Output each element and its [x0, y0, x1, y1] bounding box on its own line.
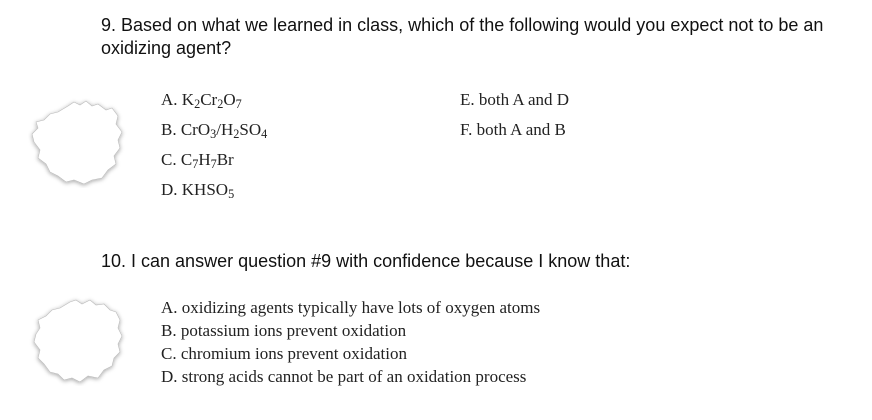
- option-formula: $C_7H_7Br$: [180, 150, 234, 172]
- option-letter: F.: [460, 120, 477, 139]
- q9-option-c[interactable]: [161, 150, 234, 170]
- option-letter: D.: [161, 180, 182, 199]
- q10-option-b[interactable]: B. potassium ions prevent oxidation: [161, 321, 407, 340]
- answer-bubble-q9[interactable]: [28, 98, 128, 188]
- question-9-text: 9. Based on what we learned in class, which of the following would you expect not to be an oxidizing agent?: [101, 15, 824, 58]
- option-formula: both A and D: [478, 90, 570, 109]
- option-letter: E.: [460, 90, 479, 109]
- q9-option-f[interactable]: [460, 120, 566, 140]
- q9-option-a[interactable]: [161, 90, 242, 110]
- option-letter: C.: [161, 150, 181, 169]
- option-formula: $KHSO_5$: [181, 180, 235, 202]
- torn-paper-icon: [28, 98, 128, 188]
- option-formula: $K_2Cr_2O_7$: [181, 90, 242, 112]
- q9-option-d[interactable]: [161, 180, 234, 200]
- answer-bubble-q10[interactable]: [28, 296, 128, 386]
- option-letter: B.: [161, 120, 181, 139]
- q9-option-b[interactable]: [161, 120, 267, 140]
- torn-paper-icon: [28, 296, 128, 386]
- option-formula: $CrO_3/H_2SO_4$: [180, 120, 268, 142]
- q9-option-e[interactable]: [460, 90, 569, 110]
- q10-option-a[interactable]: A. oxidizing agents typically have lots of oxygen atoms: [161, 298, 541, 317]
- option-letter: A.: [161, 90, 182, 109]
- q10-option-d[interactable]: D. strong acids cannot be part of an oxidation process: [161, 367, 527, 386]
- question-10-text: 10. I can answer question #9 with confidence because I know that:: [101, 251, 631, 271]
- q10-option-c[interactable]: C. chromium ions prevent oxidation: [161, 344, 407, 363]
- option-formula: both A and B: [476, 120, 566, 139]
